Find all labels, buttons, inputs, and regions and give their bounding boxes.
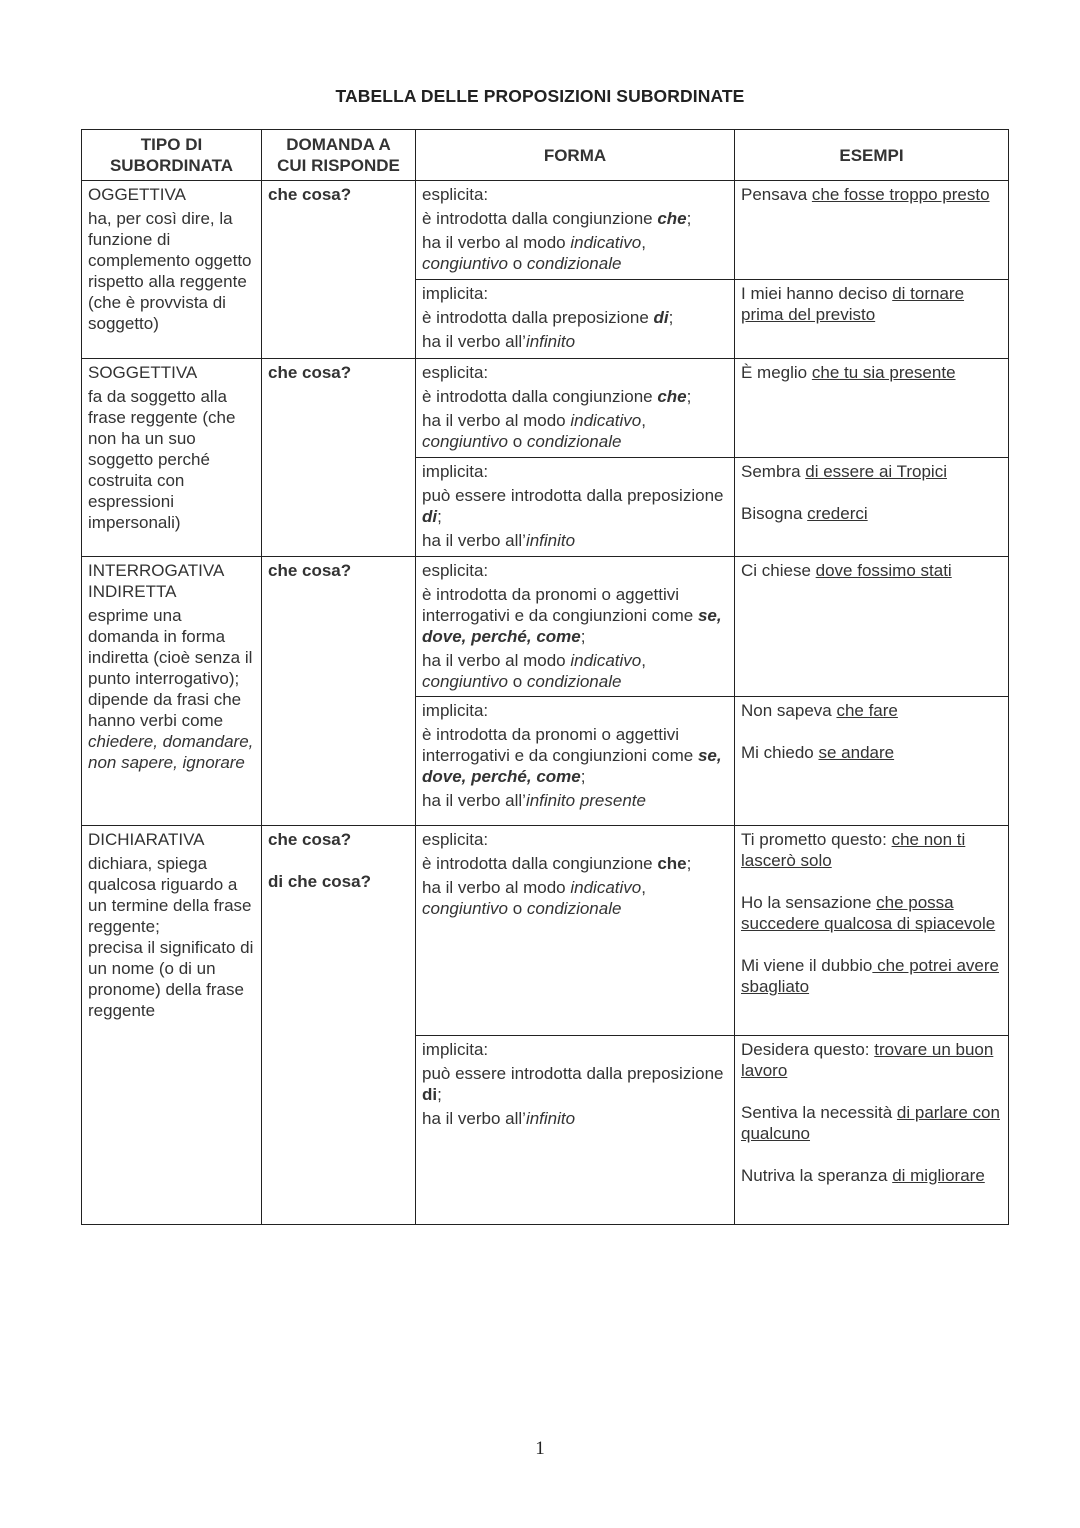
esempi-cell (735, 280, 1009, 359)
table-row (82, 359, 1009, 458)
table-row (82, 181, 1009, 280)
forma-cell: implicita: è introdotta dalla preposizione di; ha il verbo all’infinito (416, 280, 735, 359)
forma-cell: esplicita: è introdotta da pronomi o aggettivi interrogativi e da congiunzioni come se, dove, perché, come; ha il verbo al modo indicativo, congiuntivo o condizionale (416, 557, 735, 697)
table-row (82, 826, 1009, 1036)
page-title: TABELLA DELLE PROPOSIZIONI SUBORDINATE (335, 86, 745, 106)
example: Sentiva la necessità di parlare con qualcuno (741, 1103, 1000, 1143)
example: Ti prometto questo: che non ti lascerò solo (741, 830, 966, 870)
tipo-description: ha, per così dire, la funzione di complemento oggetto rispetto alla reggente (che è provvista di soggetto) (88, 209, 252, 333)
forma-cell: implicita: può essere introdotta dalla preposizione di; ha il verbo all’infinito (416, 458, 735, 557)
example: I miei hanno deciso di tornare prima del previsto (741, 284, 965, 324)
page-number: 1 (535, 1438, 545, 1459)
domanda-cell: che cosa? (262, 359, 416, 557)
esempi-cell (735, 697, 1009, 826)
esempi-cell (735, 181, 1009, 280)
forma-cell: implicita: può essere introdotta dalla preposizione di; ha il verbo all’infinito (416, 1036, 735, 1225)
subordinate-table (81, 129, 1009, 1225)
example: È meglio che tu sia presente (741, 363, 956, 382)
example: Non sapeva che fare (741, 701, 898, 720)
example: Sembra di essere ai Tropici (741, 462, 947, 481)
tipo-cell: DICHIARATIVA dichiara, spiega qualcosa riguardo a un termine della frase reggente; precisa il significato di un nome (o di un pronome) della frase reggente (82, 826, 262, 1225)
header-row (82, 130, 1009, 181)
domanda-cell: che cosa? (262, 181, 416, 359)
tipo-cell: INTERROGATIVA INDIRETTA esprime una domanda in forma indiretta (cioè senza il punto interrogativo); dipende da frasi che hanno verbi come chiedere, domandare, non sapere, ignorare (82, 557, 262, 826)
example: Mi viene il dubbio che potrei avere sbagliato (741, 956, 999, 996)
header-forma: FORMA (416, 130, 735, 181)
esempi-cell (735, 359, 1009, 458)
example: Mi chiedo se andare (741, 743, 895, 762)
esempi-cell (735, 557, 1009, 697)
tipo-name: OGGETTIVA (88, 185, 186, 204)
header-esempi: ESEMPI (735, 130, 1009, 181)
esempi-cell (735, 826, 1009, 1036)
domanda-cell: che cosa? (262, 557, 416, 826)
forma-cell: esplicita: è introdotta dalla congiunzione che; ha il verbo al modo indicativo, congiuntivo o condizionale (416, 181, 735, 280)
tipo-cell: SOGGETTIVA fa da soggetto alla frase reggente (che non ha un suo soggetto perché costruita con espressioni impersonali) (82, 359, 262, 557)
table-row (82, 557, 1009, 697)
example: Desidera questo: trovare un buon lavoro (741, 1040, 994, 1080)
esempi-cell (735, 1036, 1009, 1225)
esempi-cell (735, 458, 1009, 557)
example: Bisogna crederci (741, 504, 868, 523)
forma-cell: esplicita: è introdotta dalla congiunzione che; ha il verbo al modo indicativo, congiuntivo o condizionale (416, 826, 735, 1036)
forma-cell: implicita: è introdotta da pronomi o aggettivi interrogativi e da congiunzioni come se, dove, perché, come; ha il verbo all’infinito presente (416, 697, 735, 826)
header-domanda: DOMANDA A CUI RISPONDE (262, 130, 416, 181)
example: Ho la sensazione che possa succedere qualcosa di spiacevole (741, 893, 996, 933)
example: Nutriva la speranza di migliorare (741, 1166, 985, 1185)
domanda-cell: che cosa? di che cosa? (262, 826, 416, 1225)
example: Ci chiese dove fossimo stati (741, 561, 952, 580)
forma-cell: esplicita: è introdotta dalla congiunzione che; ha il verbo al modo indicativo, congiuntivo o condizionale (416, 359, 735, 458)
tipo-cell (82, 181, 262, 359)
header-tipo: TIPO DI SUBORDINATA (82, 130, 262, 181)
example: Pensava che fosse troppo presto (741, 185, 990, 204)
